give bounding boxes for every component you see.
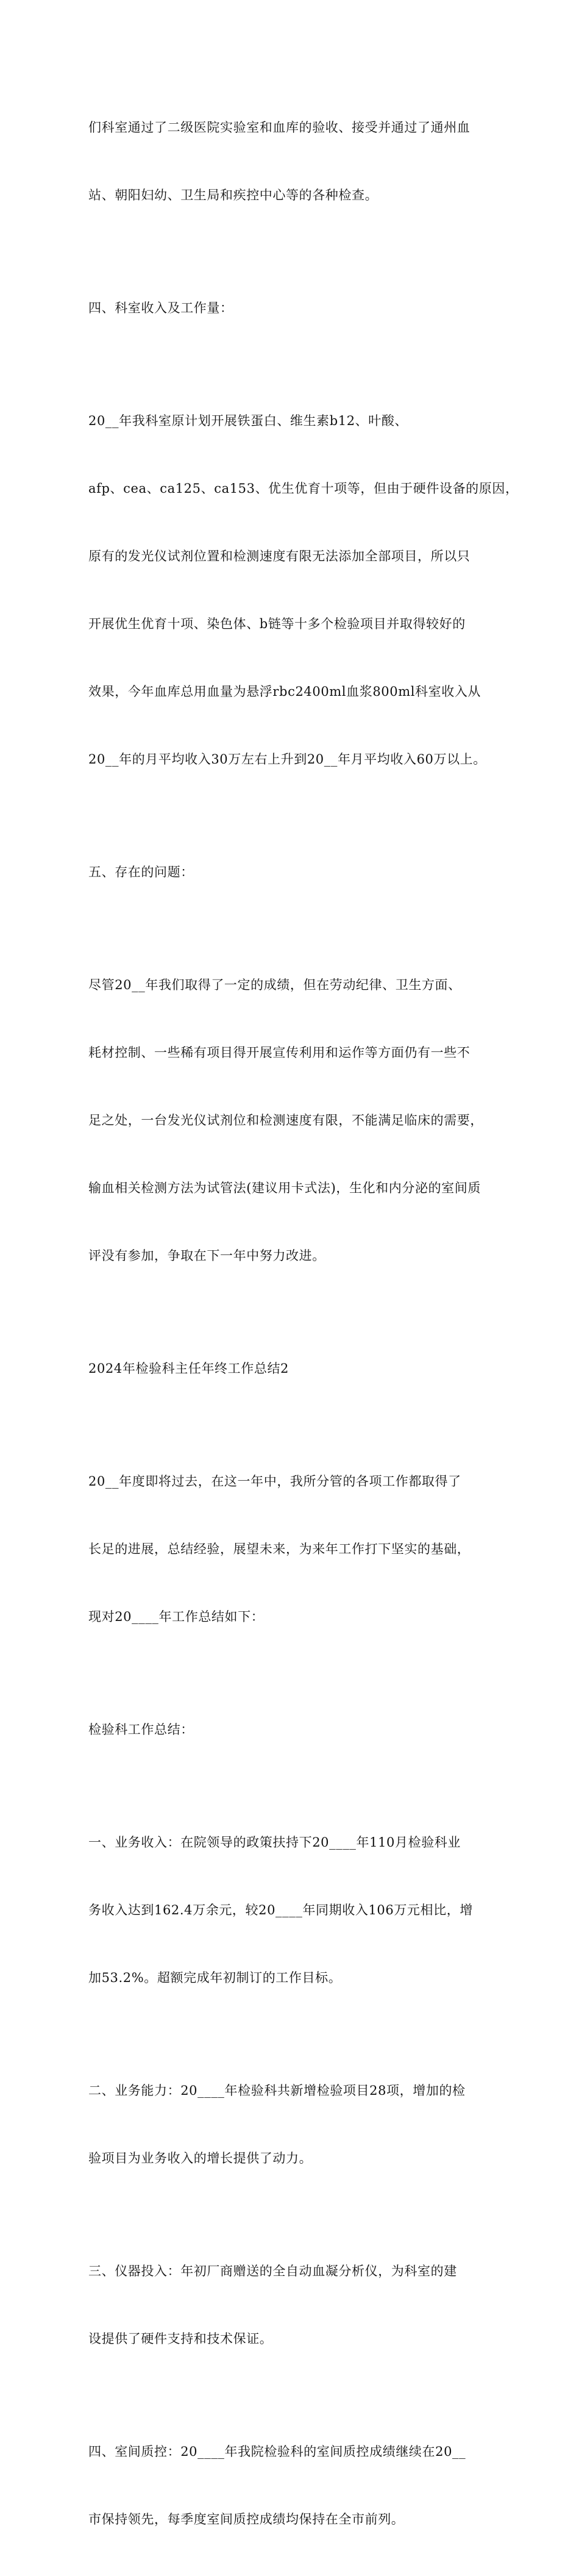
text-line: 输血相关检测方法为试管法(建议用卡式法)，生化和内分泌的室间质 xyxy=(88,1181,481,1195)
text-line: 四、室间质控：20____年我院检验科的室间质控成绩继续在20__ xyxy=(88,2444,466,2459)
text-line: 验项目为业务收入的增长提供了动力。 xyxy=(88,2151,313,2166)
text-line: 三、仪器投入：年初厂商赠送的全自动血凝分析仪，为科室的建 xyxy=(88,2264,457,2278)
document-body xyxy=(88,71,519,2576)
text-line: 20__年我科室原计划开展铁蛋白、维生素b12、叶酸、 xyxy=(88,413,408,428)
text-line: 二、业务能力：20____年检验科共新增检验项目28项，增加的检 xyxy=(88,2083,466,2098)
text-line: 务收入达到162.4万余元，较20____年同期收入106万元相比，增 xyxy=(88,1903,473,1917)
text-line: 原有的发光仪试剂位置和检测速度有限无法添加全部项目，所以只 xyxy=(88,549,471,564)
paragraph-income-workload xyxy=(88,365,519,816)
text-line: 尽管20__年我们取得了一定的成绩，但在劳动纪律、卫生方面、 xyxy=(88,978,461,992)
text-line: 站、朝阳妇幼、卫生局和疾控中心等的各种检查。 xyxy=(88,188,378,202)
document-subtitle xyxy=(88,1312,492,1425)
text-line: 市保持领先，每季度室间质控成绩均保持在全市前列。 xyxy=(88,2512,405,2527)
text-line: 2024年检验科主任年终工作总结2 xyxy=(88,1361,290,1376)
text-line: 检验科工作总结： xyxy=(88,1722,194,1737)
paragraph-quality-control xyxy=(88,2395,492,2576)
section-heading-problems xyxy=(88,816,492,929)
text-line: afp、cea、ca125、ca153、优生优育十项等，但由于硬件设备的原因， xyxy=(88,481,519,496)
text-line: 长足的进展，总结经验，展望未来，为来年工作打下坚实的基础， xyxy=(88,1542,471,1556)
text-line: 设提供了硬件支持和技术保证。 xyxy=(88,2331,273,2346)
text-line: 一、业务收入：在院领导的政策扶持下20____年110月检验科业 xyxy=(88,1835,461,1850)
paragraph-business-capability xyxy=(88,2034,492,2215)
text-line: 效果，今年血库总用血量为悬浮rbc2400ml血浆800ml科室收入从 xyxy=(88,684,481,699)
text-line: 加53.2%。超额完成年初制订的工作目标。 xyxy=(88,1970,342,1985)
text-line: 耗材控制、一些稀有项目得开展宣传利用和运作等方面仍有一些不 xyxy=(88,1045,471,1060)
paragraph-intro xyxy=(88,1425,492,1673)
paragraph-instrument-investment xyxy=(88,2215,492,2395)
text-line: 现对20____年工作总结如下： xyxy=(88,1609,265,1624)
paragraph-lab-inspection xyxy=(88,71,492,252)
paragraph-problems xyxy=(88,929,492,1312)
section-heading-income xyxy=(88,252,492,365)
section-heading-summary xyxy=(88,1673,492,1786)
text-line: 们科室通过了二级医院实验室和血库的验收、接受并通过了通州血 xyxy=(88,120,471,135)
paragraph-business-income xyxy=(88,1786,492,2034)
text-line: 四、科室收入及工作量： xyxy=(88,301,233,315)
text-line: 20__年的月平均收入30万左右上升到20__年月平均收入60万以上。 xyxy=(88,752,486,767)
text-line: 20__年度即将过去，在这一年中，我所分管的各项工作都取得了 xyxy=(88,1474,461,1489)
text-line: 足之处，一台发光仪试剂位和检测速度有限，不能满足临床的需要， xyxy=(88,1113,483,1128)
text-line: 开展优生优育十项、染色体、b链等十多个检验项目并取得较好的 xyxy=(88,617,466,631)
text-line: 评没有参加，争取在下一年中努力改进。 xyxy=(88,1248,325,1263)
text-line: 五、存在的问题： xyxy=(88,865,194,879)
